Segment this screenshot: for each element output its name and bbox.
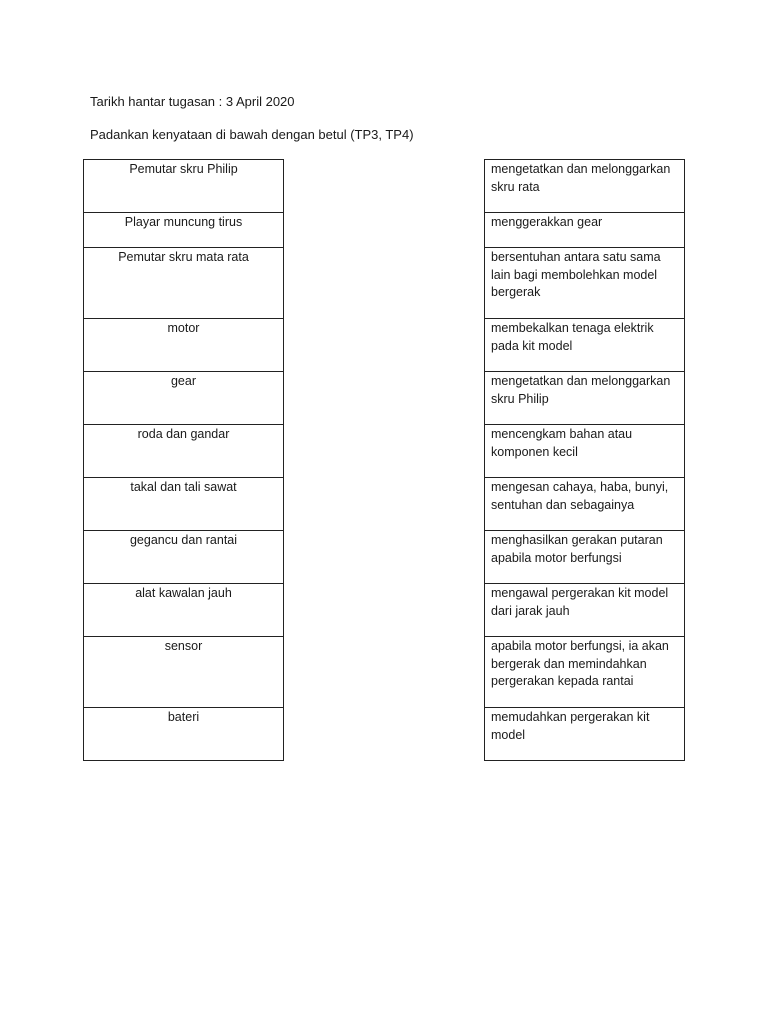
right-item: mengesan cahaya, haba, bunyi, sentuhan dan sebagainya: [485, 478, 685, 531]
right-item: menghasilkan gerakan putaran apabila motor berfungsi: [485, 531, 685, 584]
left-match-table: [83, 159, 284, 761]
left-item: roda dan gandar: [84, 425, 284, 478]
right-item: mengetatkan dan melonggarkan skru rata: [485, 160, 685, 213]
left-item: gegancu dan rantai: [84, 531, 284, 584]
right-item: memudahkan pergerakan kit model: [485, 708, 685, 761]
left-item: gear: [84, 372, 284, 425]
left-item: takal dan tali sawat: [84, 478, 284, 531]
right-item: membekalkan tenaga elektrik pada kit model: [485, 319, 685, 372]
submission-date-text: Tarikh hantar tugasan : 3 April 2020: [90, 94, 295, 109]
left-item: bateri: [84, 708, 284, 761]
right-item: mengetatkan dan melonggarkan skru Philip: [485, 372, 685, 425]
left-item: alat kawalan jauh: [84, 584, 284, 637]
left-item: sensor: [84, 637, 284, 708]
left-item: Playar muncung tirus: [84, 213, 284, 248]
right-item: mengawal pergerakan kit model dari jarak jauh: [485, 584, 685, 637]
left-item: Pemutar skru mata rata: [84, 248, 284, 319]
right-item: mencengkam bahan atau komponen kecil: [485, 425, 685, 478]
instruction-text: Padankan kenyataan di bawah dengan betul (TP3, TP4): [90, 127, 414, 142]
right-item: apabila motor berfungsi, ia akan bergerak dan memindahkan pergerakan kepada rantai: [485, 637, 685, 708]
left-item: Pemutar skru Philip: [84, 160, 284, 213]
right-match-table: [484, 159, 685, 761]
right-item: menggerakkan gear: [485, 213, 685, 248]
left-item: motor: [84, 319, 284, 372]
right-item: bersentuhan antara satu sama lain bagi membolehkan model bergerak: [485, 248, 685, 319]
